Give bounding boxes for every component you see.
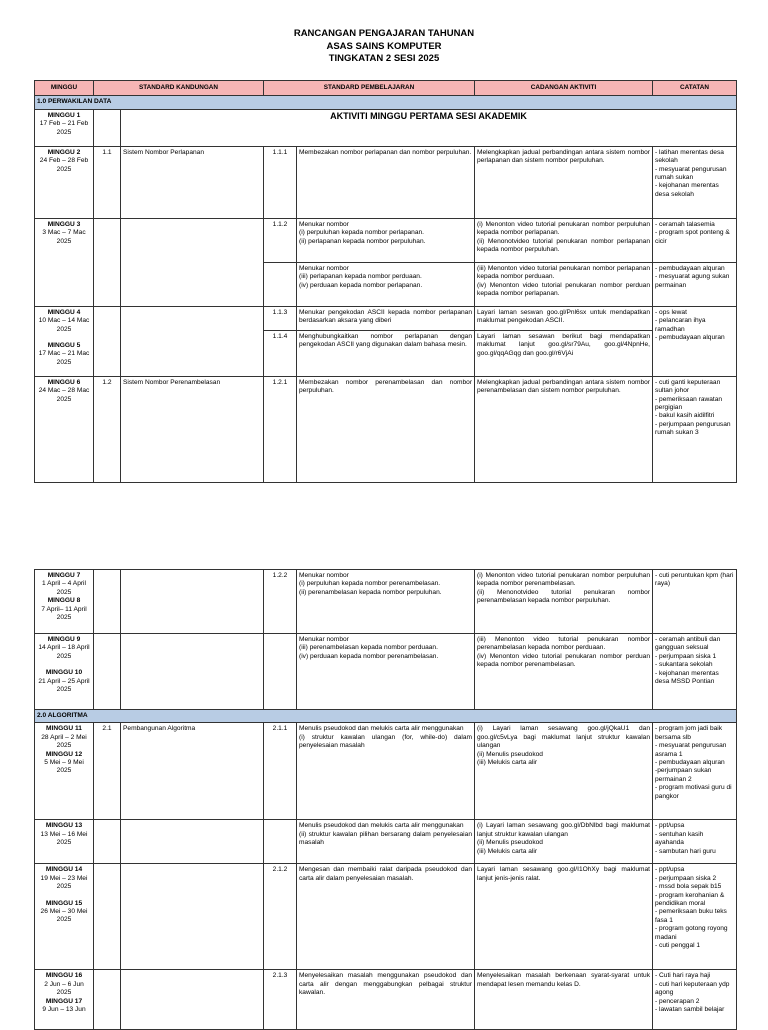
week-label: MINGGU 3 [47,220,81,228]
week-cell [35,634,94,710]
empty-cell [94,306,121,376]
table-row [35,306,737,330]
sp-text: Membezakan nombor perlapanan dan nombor perpuluhan. [297,146,475,218]
week-label: MINGGU 6 [47,378,81,386]
activity-text: Menyelesaikan masalah berkenaan syarat-syarat untuk mendapat lesen memandu kelas D. [475,970,653,1030]
week-cell [35,109,94,146]
col-standard-pembelajaran: STANDARD PEMBELAJARAN [264,81,475,96]
activity-text: Melengkapkan jadual perbandingan antara sistem nombor perenambelasan dan sistem nombor perpuluhan. [475,376,653,482]
table-row [35,723,737,820]
week-dates: 1 April – 4 April 2025 [42,580,86,596]
table-row [35,376,737,482]
note-text: - ops lewat - pelancaran ihya ramadhan - pembudayaan alquran [653,306,737,376]
week-label: MINGGU 5 [47,342,81,350]
week-label: MINGGU 15 [45,899,83,907]
sp-number: 2.1.2 [264,864,297,970]
week-label: MINGGU 2 [47,148,81,156]
week-label: MINGGU 12 [45,750,83,758]
week-cell [35,146,94,218]
activity-text: Layari laman seswan goo.gl/Pnl6sx untuk mendapatkan maklumat pengekodan ASCII. [475,306,653,330]
table-row [35,970,737,1030]
week-label: MINGGU 1 [47,111,81,119]
week-dates: 2 Jun – 6 Jun 2025 [44,980,84,997]
week-dates: 7 April– 11 April 2025 [41,605,87,622]
note-text: - pembudayaan alquran - mesyuarat agung sukan permainan [653,262,737,306]
empty-cell [121,570,264,634]
week-cell [35,723,94,820]
sk-number: 1.2 [94,376,121,482]
table-row [35,570,737,634]
section-perwakilan-data: 1.0 PERWAKILAN DATA [35,96,737,109]
empty-cell [264,262,297,306]
sp-text: Menukar nombor (iii) perlapanan kepada nombor perduaan. (iv) perduaan kepada nombor perlapanan. [297,262,475,306]
activity-text: (i) Menonton video tutorial penukaran nombor perpuluhan kepada nombor perlapanan. (ii) Menonotvideo tutorial penukaran nombor perlapanan kepada nombor perpuluhan. [475,218,653,262]
col-catatan: CATATAN [653,81,737,96]
sp-number: 1.1.4 [264,330,297,376]
week-cell [35,218,94,306]
note-text: - ceramah antibuli dan gangguan seksual - perjumpaan siska 1 - sukantara sekolah - kejohanan merentas desa MSSD Pontian [653,634,737,710]
week-dates: 3 Mac – 7 Mac 2025 [42,229,86,245]
col-minggu: MINGGU [35,81,94,96]
sk-number: 1.1 [94,146,121,218]
table-row [35,109,737,146]
col-cadangan-aktiviti: CADANGAN AKTIVITI [475,81,653,96]
plan-table-2 [34,569,737,1030]
table-row [35,820,737,864]
sp-text: Menukar nombor (i) perpuluhan kepada nombor perenambelasan. (ii) perenambelasan kepada nombor perpuluhan. [297,570,475,634]
title-line-1: RANCANGAN PENGAJARAN TAHUNAN [293,28,475,39]
sp-text: Menukar pengekodan ASCII kepada nombor perlapanan berdasarkan aksara yang diberi [297,306,475,330]
empty-cell [94,218,121,306]
week-label: MINGGU 10 [45,669,83,677]
title-line-3: TINGKATAN 2 SESI 2025 [328,53,440,64]
empty-cell [121,820,264,864]
empty-cell [121,634,264,710]
empty-cell [264,820,297,864]
week-dates: 5 Mei – 9 Mei 2025 [44,759,84,775]
note-text: - ppt/upsa - perjumpaan siska 2 - mssd bola sepak b15 - program kerohanian & pendidikan moral - pemeriksaan buku teks fasa 1 - program gotong royong madani - cuti penggal 1 [653,864,737,970]
section-row [35,710,737,723]
week-label: MINGGU 7 [47,572,81,579]
section-row [35,96,737,109]
activity-text: Melengkapkan jadual perbandingan antara sistem nombor perlapanan dan sistem nombor perpuluhan. [475,146,653,218]
col-standard-kandungan: STANDARD KANDUNGAN [94,81,264,96]
week-dates: 19 Mei – 23 Mei 2025 [40,874,88,891]
empty-cell [121,218,264,306]
first-week-banner: AKTIVITI MINGGU PERTAMA SESI AKADEMIK [121,109,737,146]
sp-text: Menulis pseudokod dan melukis carta alir menggunakan (ii) struktur kawalan pilihan bersarang dalam penyelesaian masalah [297,820,475,864]
activity-text: Layari laman sesawang goo.gl/I1OhXy bagi maklumat lanjut jenis-jenis ralat. [475,864,653,970]
sp-text: Membezakan nombor perenambelasan dan nombor perpuluhan. [297,376,475,482]
sp-number: 1.1.2 [264,218,297,262]
week-cell [35,970,94,1030]
week-dates: 10 Mac – 14 Mac 2025 [38,317,90,333]
sp-text: Menukar nombor (iii) perenambelasan kepada nombor perduaan. (iv) perduaan kepada nombor perenambelasan. [297,634,475,710]
activity-text: Layari laman sesawan berikut bagi mendapatkan maklumat lanjut goo.gl/sr79Au, goo.gl/4NpnHe, goo.gl/qqAGqg dan goo.gl/r6VjAi [475,330,653,376]
note-text: - ppt/upsa - sentuhan kasih ayahanda - sambutan hari guru [653,820,737,864]
sp-text: Menghubungkaitkan nombor perlapanan dengan pengekodan ASCII yang digunakan dalam bahasa mesin. [297,330,475,376]
note-text: - cuti ganti keputeraan sultan johor - pemeriksaan rawatan pergigian - bakul kasih aidilfitri - perjumpaan pengurusan rumah sukan 3 [653,376,737,482]
activity-text: (i) Layari laman sesawang goo.gl/DbNlbd bagi maklumat lanjut struktur kawalan ulangan (ii) Menulis pseudokod (iii) Melukis carta alir [475,820,653,864]
empty-cell [121,864,264,970]
sp-number: 2.1.3 [264,970,297,1030]
empty-cell [121,970,264,1030]
empty-cell [94,970,121,1030]
sp-number: 2.1.1 [264,723,297,820]
note-text: - cuti peruntukan kpm (hari raya) [653,570,737,634]
empty-cell [94,634,121,710]
activity-text: (i) Menonton video tutorial penukaran nombor perpuluhan kepada nombor perenambelasan. (ii) Menonotvideo tutorial penukaran nombor perenambelasan kepada nombor perpuluhan. [475,570,653,634]
week-dates: 21 April – 25 April 2025 [38,677,90,694]
week-dates: 14 April – 18 April 2025 [38,644,90,660]
empty-cell [94,820,121,864]
empty-cell [121,306,264,376]
empty-cell [94,864,121,970]
table-row [35,218,737,262]
section-algoritma: 2.0 ALGORITMA [35,710,737,723]
sp-number: 1.1.1 [264,146,297,218]
sp-text: Menyelesaikan masalah menggunakan pseudokod dan carta alir dengan menggabungkan pelbagai struktur kawalan. [297,970,475,1030]
week-label: MINGGU 17 [45,997,83,1005]
week-cell [35,376,94,482]
week-label: MINGGU 14 [45,866,83,874]
note-text: - ceramah talasemia - program spot ponteng & cicir [653,218,737,262]
week-cell [35,306,94,376]
note-text: - Cuti hari raya haji - cuti hari keputeraan ydp agong - pencerapan 2 - lawatan sambil belajar [653,970,737,1030]
week-label: MINGGU 13 [45,822,83,830]
note-text: - program jom jadi baik bersama slb - mesyuarat pengurusan asrama 1 - pembudayaan alquran -perjumpaan sukan permainan 2 - program motivasi guru di pangkor [653,723,737,820]
sp-text: Menukar nombor (i) perpuluhan kepada nombor perlapanan. (ii) perlapanan kepada nombor perpuluhan. [297,218,475,262]
plan-table-1 [34,80,737,483]
sp-number: 1.1.3 [264,306,297,330]
activity-text: (iii) Menonton video tutorial penukaran nombor perenambelasan kepada nombor perduaan. (iv) Menonton video tutorial penukaran nombor perduan kepada nombor perenambelasan. [475,634,653,710]
week-dates: 26 Mei – 30 Mei 2025 [40,908,88,924]
table-row [35,634,737,710]
sk-text: Pembangunan Algoritma [121,723,264,820]
week-dates: 28 April – 2 Mei 2025 [41,733,87,750]
table-row [35,864,737,970]
week-cell [35,570,94,634]
table-header-row [35,81,737,96]
sp-text: Menulis pseudokod dan melukis carta alir menggunakan (i) struktur kawalan ulangan (for, while-do) dalam penyelesaian masalah [297,723,475,820]
sp-text: Mengesan dan membaiki ralat daripada pseudokod dan carta alir dalam penyelesaian masalah. [297,864,475,970]
week-label: MINGGU 8 [47,597,81,605]
document-title [0,28,768,66]
week-cell [35,820,94,864]
empty-cell [264,634,297,710]
empty-cell [94,109,121,146]
week-label: MINGGU 16 [45,972,83,980]
empty-cell [94,570,121,634]
sk-text: Sistem Nombor Perlapanan [121,146,264,218]
sp-number: 1.2.1 [264,376,297,482]
activity-text: (i) Layari laman sesawang goo.gl/jQkaU1 dan goo.gl/c5vLya bagi maklumat lanjut struktur kawalan ulangan (ii) Menulis pseudokod (iii) Melukis carta alir [475,723,653,820]
sk-number: 2.1 [94,723,121,820]
week-dates: 17 Mac – 21 Mac 2025 [38,350,90,366]
week-dates: 9 Jun – 13 Jun [42,1006,86,1014]
week-label: MINGGU 11 [46,725,82,733]
sp-number: 1.2.2 [264,570,297,634]
note-text: - latihan merentas desa sekolah - mesyuarat pengurusan rumah sukan - kejohanan merentas desa sekolah [653,146,737,218]
week-dates: 24 Feb – 28 Feb 2025 [39,157,89,173]
title-line-2: ASAS SAINS KOMPUTER [326,40,442,52]
activity-text: (iii) Menonton video tutorial penukaran nombor perlapanan kepada nombor perduaan. (iv) Menonton video tutorial penukaran nombor perduan kepada nombor perlapanan. [475,262,653,306]
week-dates: 17 Feb – 21 Feb 2025 [39,120,89,136]
week-label: MINGGU 9 [47,636,81,643]
table-row [35,146,737,218]
week-dates: 13 Mei – 16 Mei 2025 [40,830,88,847]
week-label: MINGGU 4 [47,308,81,316]
sk-text: Sistem Nombor Perenambelasan [121,376,264,482]
week-cell [35,864,94,970]
week-dates: 24 Mac – 28 Mac 2025 [38,387,90,403]
